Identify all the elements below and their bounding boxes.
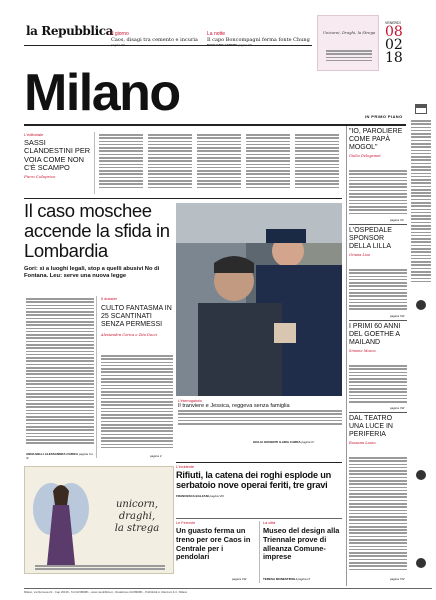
editorial-byline: Piero Colaprico xyxy=(24,174,56,180)
dossier-page: pagina II xyxy=(150,454,162,458)
main-story[interactable] xyxy=(24,201,174,281)
sidebar-byline: Oriana Liso xyxy=(349,253,371,257)
sidebar-headline: "IO, PAROLIERE COME PAPÀ MOGOL" xyxy=(349,128,403,151)
in-primo-piano-label: IN PRIMO PIANO xyxy=(365,114,403,119)
ad-brand-line: draghi, xyxy=(118,511,156,522)
editorial-body-col5 xyxy=(295,134,339,190)
index-column xyxy=(410,100,432,588)
sidebar-byline: Rossana Lasso xyxy=(349,441,376,445)
masthead xyxy=(0,0,436,70)
photo-interrogation xyxy=(176,203,342,396)
ferrovie-headline: Un guasto ferma un treno per ore Caos in Centrale per i pendolari xyxy=(176,526,251,562)
editorial-kicker: L'editoriale xyxy=(24,132,44,137)
title-rule xyxy=(24,124,406,126)
date-year: 18 xyxy=(385,50,403,66)
photo-illustration xyxy=(176,203,342,396)
date-weekday: VENERDÌ xyxy=(385,21,401,25)
photo-kicker: L'interrogatorio xyxy=(178,399,202,403)
citta[interactable] xyxy=(263,521,343,562)
teaser-kicker: La notte xyxy=(207,31,226,37)
ad-brand-line: unicorn, xyxy=(115,499,159,510)
sidebar-headline: DAL TEATRO UNA LUCE IN PERIFERIA xyxy=(349,415,393,438)
citta-headline: Museo del design alla Triennale prove di alleanza Comune-imprese xyxy=(263,526,340,562)
index-circle-icon xyxy=(416,470,426,480)
top-ad-box[interactable] xyxy=(317,15,379,71)
photo-caption[interactable] xyxy=(178,399,342,410)
main-page: pagina II e III xyxy=(26,452,94,460)
index-circle-icon xyxy=(416,558,426,568)
incidente-byline: FRANCESCA BALZANI xyxy=(176,493,209,498)
sidebar-byline: Simone Mosca xyxy=(349,349,376,353)
dossier-kicker: Il dossier xyxy=(101,296,118,301)
photo-page: pagina IV xyxy=(301,440,315,444)
sidebar-item-1[interactable] xyxy=(349,128,407,158)
sidebar-page: pagina XII xyxy=(390,218,404,222)
editorial-body-col3 xyxy=(197,134,241,190)
ad-brand-line: la strega xyxy=(114,523,160,534)
footer: Milano, via Nervesa 21 - Cap 20139 - Tel 02/480981 - www.repubblica.it - Redazione 02/480981 - Pubblicità A. Manzoni & C. Milano xyxy=(24,590,188,594)
citta-kicker: La città xyxy=(263,521,276,525)
photo-byline: GIULIA GIOSENTI ILARIA CARRA xyxy=(253,440,301,444)
sidebar-item-4[interactable] xyxy=(349,415,407,445)
index-circle-icon xyxy=(416,300,426,310)
sidebar-byline: Giulio Delogamet xyxy=(349,154,381,158)
editorial-body-col2 xyxy=(148,134,192,190)
main-subhead: Gori: sì a luoghi legali, stop a quelli abusivi No di Fontana. Leu: serve una nuova legge xyxy=(24,266,160,280)
ad-brand xyxy=(101,499,173,535)
citta-page: pagina IX xyxy=(297,577,311,581)
citta-byline: TERESA MONESTIROLI xyxy=(263,577,297,581)
dossier-headline: CULTO FANTASMA IN 25 SCANTINATI SENZA PERMESSI xyxy=(101,305,172,329)
ferrovie[interactable] xyxy=(176,521,256,562)
fairy-illustration xyxy=(29,469,93,573)
ferrovie-kicker: Le Ferrovie xyxy=(176,521,196,525)
sidebar-page: pagina XIII xyxy=(390,406,405,410)
incidente-page: pagina VIII xyxy=(209,493,224,498)
photo-caption-body xyxy=(178,410,342,426)
ferrovie-page: pagina VIII xyxy=(232,577,247,581)
date-box xyxy=(385,21,425,65)
ad-brand-small: Unicorni, Draghi, la Strega xyxy=(322,30,376,35)
main-body-col1 xyxy=(26,298,94,446)
editorial-body-col1 xyxy=(99,134,143,190)
sidebar-page: pagina XIV xyxy=(390,577,405,581)
dossier-byline: Alessandra Corica e Zita Dazzi xyxy=(101,332,158,337)
editorial[interactable] xyxy=(24,132,92,179)
date-month: 02 xyxy=(385,37,403,53)
incidente-headline: Rifiuti, la catena dei roghi esplode un serbatoio nove operai feriti, tre gravi xyxy=(176,470,332,491)
main-byline: ANNA BELLI ALESSANDRA CORICA xyxy=(26,452,79,456)
building-icon xyxy=(415,104,427,114)
sidebar-headline: L'OSPEDALE SPONSOR DELLA LILLA xyxy=(349,227,392,250)
teaser-text: Caos, disagi tra cemento e incuria xyxy=(111,37,198,43)
dossier[interactable] xyxy=(101,296,173,337)
teaser-kicker: Il giorno xyxy=(111,31,129,37)
photo-headline: Il tranviere e Jessica, reggeva senza famiglia xyxy=(178,403,290,409)
sidebar-headline: I PRIMI 60 ANNI DEL GOETHE A MAILAND xyxy=(349,323,401,346)
section-title: Milano xyxy=(24,64,180,122)
masthead-rule xyxy=(24,45,312,46)
editorial-headline: SASSI CLANDESTINI PER VOIA COME NON C'È SCAMPO xyxy=(24,138,91,172)
incidente[interactable] xyxy=(176,465,342,498)
dossier-body xyxy=(101,355,173,450)
sidebar-page: pagina XIII xyxy=(390,314,405,318)
newspaper-logo[interactable]: la Repubblica xyxy=(26,24,114,38)
main-headline: Il caso moschee accende la sfida in Lombardia xyxy=(24,200,170,261)
date-day: 08 xyxy=(385,24,403,40)
incidente-kicker: L'incidente xyxy=(176,465,195,469)
ad-unicorn[interactable] xyxy=(24,466,174,574)
teaser-text: Il capo Boncompagni ferma fonte Chung xyxy=(207,37,310,43)
sidebar-item-2[interactable] xyxy=(349,227,407,257)
editorial-body-col4 xyxy=(246,134,290,190)
sidebar-item-3[interactable] xyxy=(349,323,407,353)
